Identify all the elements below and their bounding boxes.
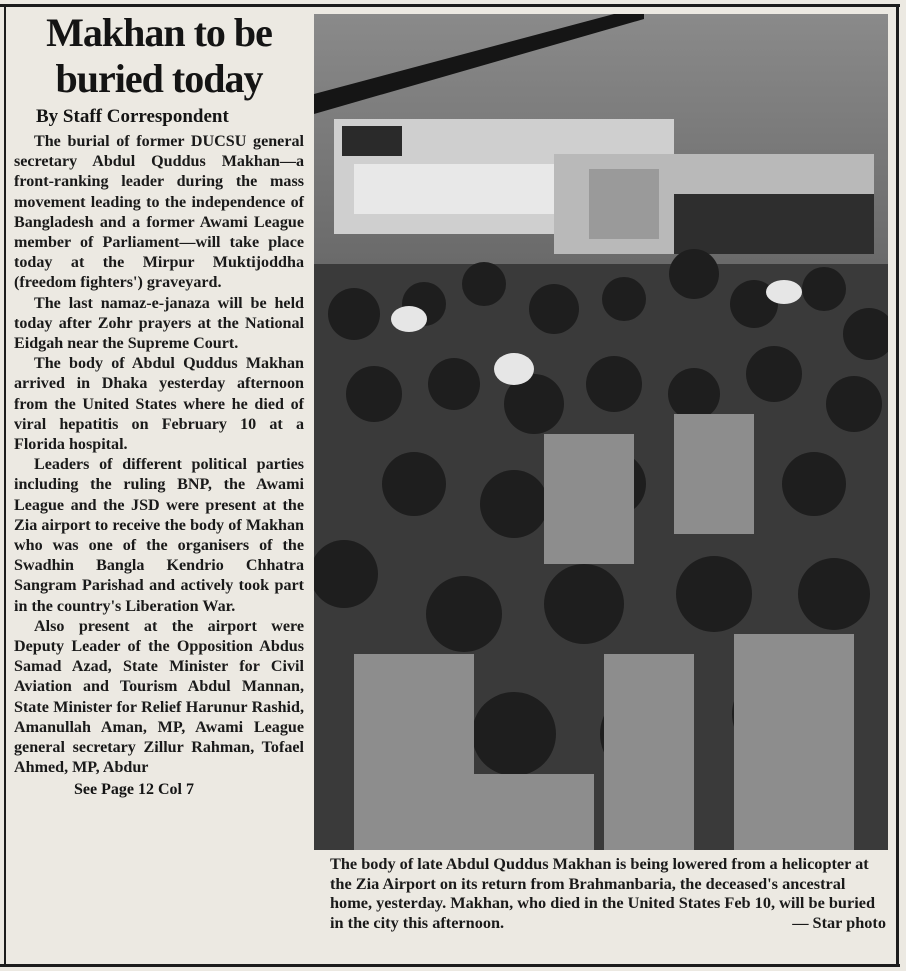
news-photo xyxy=(314,14,888,850)
paragraph-4: Leaders of different political parties including the ruling BNP, the Awami League and the JSD were present at the Zia airport to receive the body of Makhan who was one of the organisers of the Swadhin Bangla Kendrio Chhatra Sangram Parishad and actively took part in the country's Liberation War. xyxy=(14,456,304,615)
paragraph-5: Also present at the airport were Deputy Leader of the Opposition Abdus Samad Azad, State Minister for Civil Aviation and Tourism Abdul Mannan, State Minister for Relief Harunur Rashid, Amanullah Aman, MP, Awami League general secretary Zillur Rahman, Tofael Ahmed, MP, Abdur xyxy=(14,617,304,777)
headline: Makhan to be buried today xyxy=(46,10,272,101)
byline: By Staff Correspondent xyxy=(36,106,229,127)
right-border-rule xyxy=(896,4,899,967)
left-border-rule xyxy=(4,4,6,967)
article-column xyxy=(14,10,304,799)
photo-credit: — Star photo xyxy=(792,913,886,933)
crowd-helicopter-photo xyxy=(314,14,888,850)
paragraph-3: The body of Abdul Quddus Makhan arrived in Dhaka yesterday afternoon from the United States where he died of viral hepatitis on February 10 at a Florida hospital. xyxy=(14,355,304,454)
top-border-rule xyxy=(0,4,900,7)
caption-text: The body of late Abdul Quddus Makhan is being lowered from a helicopter at the Zia Airport on its return from Brahmanbaria, the deceased's ancestral home, yesterday. Makhan, who died in the United States Feb 10, will be buried in the city this afternoon. xyxy=(330,854,876,933)
bottom-border-rule xyxy=(0,964,900,967)
photo-caption xyxy=(330,854,886,933)
paragraph-2: The last namaz-e-janaza will be held today after Zohr prayers at the National Eidgah near the Supreme Court. xyxy=(14,294,304,353)
paragraph-1: The burial of former DUCSU general secretary Abdul Quddus Makhan—a front-ranking leader during the mass movement leading to the independence of Bangladesh and a former Awami League member of Parliament—will take place today at the Mirpur Muktijoddha (freedom fighters') graveyard. xyxy=(14,133,304,292)
article-body xyxy=(14,132,304,779)
continuation-line: See Page 12 Col 7 xyxy=(74,780,194,798)
